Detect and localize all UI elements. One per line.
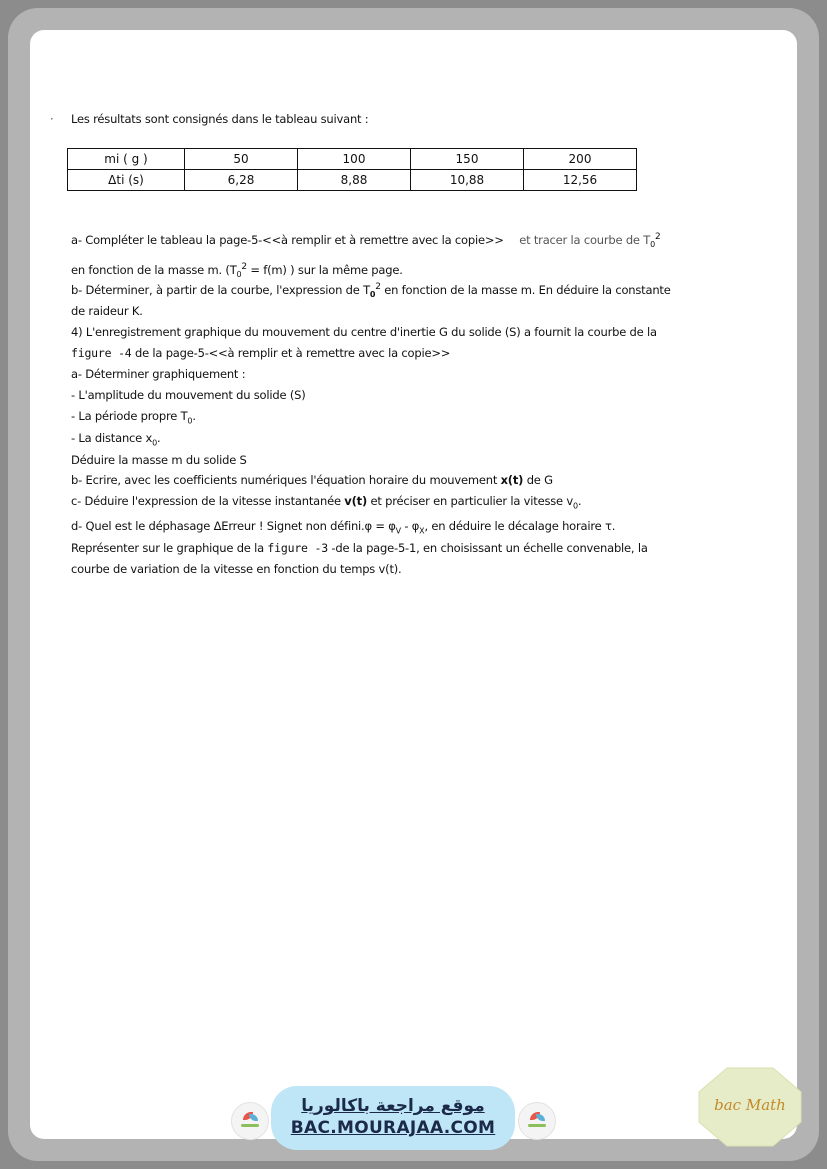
subscript: 0	[650, 240, 655, 250]
part-b	[71, 473, 553, 487]
table-row	[68, 170, 637, 191]
superscript: 2	[375, 282, 381, 292]
text: -de la page-5-1, en choisissant un échelle convenable, la	[327, 541, 648, 555]
question-a-line2	[71, 262, 403, 279]
table-cell: 8,88	[298, 170, 411, 191]
subscript: 0	[236, 270, 242, 280]
part-a-item2: - La période propre $T_0$.	[71, 409, 196, 426]
table-cell: 100	[298, 149, 411, 170]
subscript: 0	[369, 290, 376, 300]
question-b	[71, 282, 671, 299]
table-cell: 10,88	[411, 170, 524, 191]
question-a	[71, 232, 661, 249]
table-cell: 200	[524, 149, 637, 170]
text: en fonction de la masse m. (T	[71, 262, 237, 277]
subscript: 0	[187, 416, 193, 426]
table-cell: 150	[411, 149, 524, 170]
part-c: c- Déduire l'expression de la vitesse instantanée v(t) et préciser en particulier la vitesse $v_0$.	[71, 494, 582, 511]
part-a-title: a- Déterminer graphiquement :	[71, 367, 246, 381]
text: , en déduire le décalage horaire τ.	[424, 519, 616, 533]
table-header-mass: mi ( g )	[68, 149, 185, 170]
text: de G	[523, 473, 553, 487]
question-4-line2	[71, 346, 450, 360]
site-logo-right-icon	[518, 1102, 556, 1140]
subscript: V	[395, 526, 401, 536]
table-cell: 12,56	[524, 170, 637, 191]
text: - φ	[400, 519, 420, 533]
part-a-item1: - L'amplitude du mouvement du solide (S)	[71, 388, 306, 402]
table-row	[68, 149, 637, 170]
site-logo-left-icon	[231, 1102, 269, 1140]
figure-ref: figure -4	[71, 346, 132, 360]
text: b- Déterminer, à partir de la courbe, l'expression de T	[71, 282, 370, 297]
text: b- Ecrire, avec les coefficients numériques l'équation horaire du mouvement	[71, 473, 501, 487]
part-a-item4: Déduire la masse m du solide S	[71, 453, 247, 467]
question-a-text: a- Compléter le tableau la page-5-<<à remplir et à remettre avec la copie>>	[71, 232, 504, 247]
banner-site-link[interactable]: BAC.MOURAJAA.COM	[290, 1118, 496, 1138]
subscript: X	[419, 526, 425, 536]
bac-math-logo	[697, 1066, 803, 1148]
math-expr: x(t)	[500, 473, 524, 487]
question-4: 4) L'enregistrement graphique du mouvement du centre d'inertie G du solide (S) a fournit la courbe de la	[71, 325, 657, 339]
text: d- Quel est le déphasage ΔErreur ! Signet non défini.φ = φ	[71, 519, 396, 533]
table-cell: 6,28	[185, 170, 298, 191]
superscript: 2	[654, 232, 661, 242]
text: et préciser en particulier la vitesse v	[367, 494, 573, 508]
bac-math-logo-text: bac Math	[714, 1096, 786, 1114]
table-cell: 50	[185, 149, 298, 170]
text: - La distance x	[71, 431, 153, 445]
part-d	[71, 519, 615, 535]
document-page	[30, 30, 797, 1139]
text: = f(m) ) sur la même page.	[246, 262, 403, 277]
represent-line1	[71, 541, 648, 555]
superscript: 2	[241, 262, 247, 272]
banner-arabic-title[interactable]: موقع مراجعة باكالوريا	[301, 1096, 485, 1116]
text: en fonction de la masse m. En déduire la constante	[380, 282, 671, 297]
text: c- Déduire l'expression de la vitesse instantanée	[71, 494, 345, 508]
intro-text: Les résultats sont consignés dans le tableau suivant :	[71, 112, 369, 126]
subscript: 0	[152, 438, 157, 448]
part-a-item3: - La distance $x_0$.	[71, 431, 161, 448]
question-a-text2: et tracer la courbe de T	[519, 232, 651, 247]
math-expr: v(t)	[344, 494, 368, 508]
site-banner[interactable]	[271, 1086, 515, 1150]
table-header-duration: Δti (s)	[68, 170, 185, 191]
subscript: 0	[573, 501, 578, 511]
results-table	[67, 148, 637, 191]
question-b-line2: de raideur K.	[71, 304, 143, 318]
text: Représenter sur le graphique de la	[71, 541, 268, 555]
figure-ref: figure -3	[267, 541, 328, 555]
text: de la page-5-<<à remplir et à remettre avec la copie>>	[131, 346, 451, 360]
bullet-dot: ·	[50, 112, 54, 126]
text: - La période propre T	[71, 409, 188, 423]
represent-line2: courbe de variation de la vitesse en fonction du temps v(t).	[71, 562, 402, 576]
